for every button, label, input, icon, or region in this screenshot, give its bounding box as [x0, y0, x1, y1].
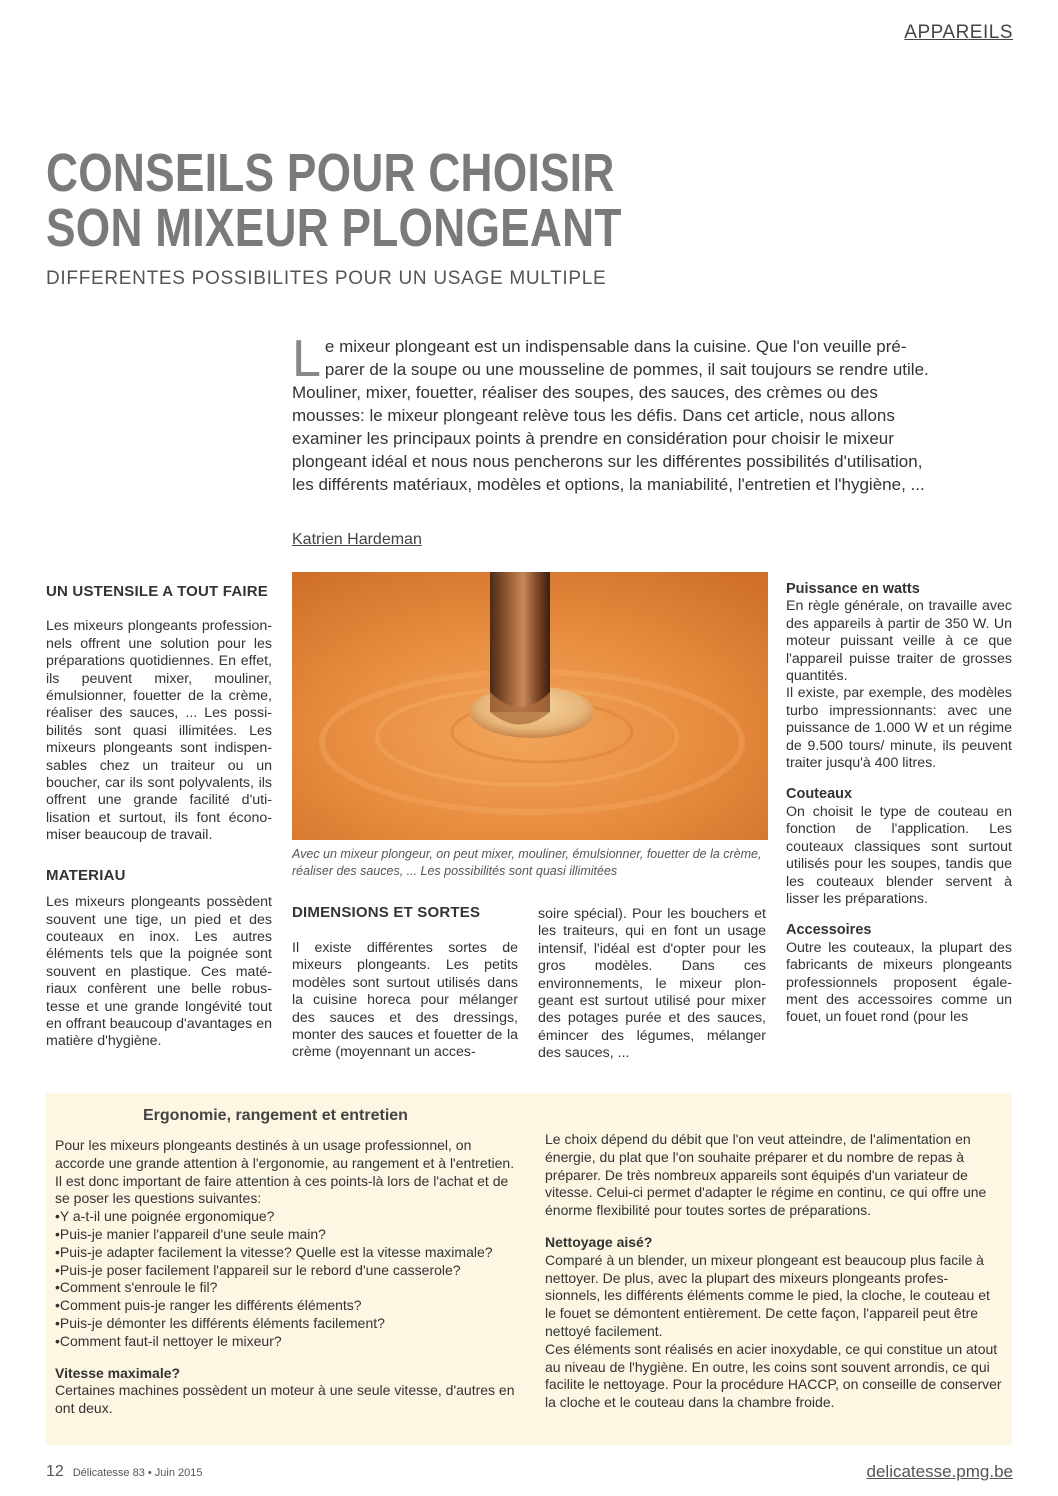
heading-vitesse: Vitesse maximale?	[55, 1364, 181, 1381]
photo-caption: Avec un mixeur plongeur, on peut mixer, mouliner, émulsionner, fouetter de la crème, réaliser des sauces, ... Les possibilités sont quasi illimitées	[292, 847, 762, 878]
intro-paragraph	[292, 330, 932, 496]
text-couteaux: On choisit le type de couteau en fonction de l'application. Les couteaux classiques sont surtout utilisés pour les soupes, tandis que les couteaux blender servent à lisser les préparations.	[786, 803, 1012, 907]
text-nettoyage-2: Ces éléments sont réalisés en acier inoxydable, ce qui constitue un atout au niveau de l'hygiène. En outre, les coins sont souvent arrondis, ce qui facilite le nettoyage. Pour la procédure HACCP, on conseille de conserver la cloche et le couteau dans la chambre froide.	[545, 1340, 1002, 1411]
question-item: •Comment s'enroule le fil?	[55, 1279, 218, 1296]
text-vitesse: Certaines machines possèdent un moteur à une seule vitesse, d'autres en ont deux.	[55, 1382, 515, 1417]
article-subtitle: DIFFERENTES POSSIBILITES POUR UN USAGE MULTIPLE	[46, 268, 607, 289]
footer-left	[46, 1463, 203, 1481]
question-item: •Puis-je manier l'appareil d'une seule main?	[55, 1225, 326, 1242]
question-item: •Comment puis-je ranger les différents éléments?	[55, 1297, 362, 1314]
section-heading-ustensile: UN USTENSILE A TOUT FAIRE	[46, 583, 268, 600]
question-item: •Puis-je démonter les différents éléments facilement?	[55, 1314, 385, 1331]
question-item: •Comment faut-il nettoyer le mixeur?	[55, 1332, 282, 1349]
page-number: 12	[46, 1463, 64, 1480]
mixer-photo	[292, 572, 768, 840]
left-column	[46, 583, 272, 1051]
section-heading-materiau: MATERIAU	[46, 866, 126, 884]
heading-couteaux: Couteaux	[786, 786, 853, 803]
box-intro: Pour les mixeurs plongeants destinés à un usage professionnel, on accorde une grande attention à l'ergonomie, au rangement et à l'entretien. Il est donc important de faire attention à ces points-là lors de l'achat et de se poser les questions suivantes:	[55, 1137, 515, 1207]
author-byline: Katrien Hardeman	[292, 531, 422, 548]
title-line-2: SON MIXEUR PLONGEANT	[46, 198, 622, 258]
text-puissance-1: En règle générale, on travaille avec des appareils à partir de 350 W. Un moteur puissant veille à ce que l'appareil puisse traiter de grosses quantités.	[786, 598, 1012, 685]
right-column	[786, 581, 1012, 1027]
box-right-column	[545, 1131, 1003, 1412]
text-nettoyage-1: Comparé à un blender, un mixeur plongeant est beaucoup plus facile à nettoyer. De plus, avec la plupart des mixeurs plongeants profes-sionnels, les différents éléments comme le pied, la cloche, le couteau et le fouet se démontent entièrement. De cette façon, l'appareil peut être nettoyé facilement.	[545, 1251, 990, 1339]
text-choix: Le choix dépend du débit que l'on veut atteindre, de l'alimentation en énergie, du plat que l'on souhaite préparer et du nombre de repas à préparer. De très nombreux appareils sont équipés d'un variateur de vitesse. Celui-ci permet d'adapter le régime en continu, ce qui offre une énorme flexibilité pour toutes sortes de préparations.	[545, 1131, 987, 1219]
intro-text: e mixeur plongeant est un indispensable dans la cuisine. Que l'on veuille pré-parer de la soupe ou une mousseline de pommes, il sait toujours se rendre utile. Mouliner, mixer, fouetter, réaliser des soupes, des sauces, des crèmes ou des mousses: le mixeur plongeant relève tous les défis. Dans cet article, nous allons examiner les principaux points à prendre en considération pour choisir le mixeur plongeant idéal et nous nous pencherons sur les différentes possibilités d'utilisation, les différents matériaux, modèles et options, la maniabilité, l'entretien et l'hygiène, ...	[292, 337, 929, 494]
drop-cap: L	[292, 330, 321, 388]
section-text-materiau: Les mixeurs plongeants possèdent souvent une tige, un pied et des couteaux en inox. Les autres éléments tels que la poignée sont souvent en plastique. Ces maté-riaux confèrent une belle robus-tesse et une grande longévité tout en offrant beaucoup d'avantages en matière d'hygiène.	[46, 894, 272, 1050]
section-heading-dimensions: DIMENSIONS ET SORTES	[292, 904, 481, 921]
section-text-ustensile: Les mixeurs plongeants profession-nels offrent une solution pour les préparations quotidiennes. En effet, ils peuvent mixer, mouliner, émulsionner, fouetter de la crème, réaliser des sauces, ... Les possi-bilités sont quasi illimitées. Les mixeurs plongeants sont indispen-sables chez un traiteur ou un boucher, car ils sont polyvalents, ils offrent une grande facilité d'uti-lisation et surtout, ils font écono-miser beaucoup de travail.	[46, 618, 272, 844]
mixer-in-soup-image	[292, 572, 768, 840]
website-link[interactable]: delicatesse.pmg.be	[866, 1462, 1013, 1481]
text-puissance-2: Il existe, par exemple, des modèles turbo impressionnants: avec une puissance de 1.000 W et un régime de 9.500 tours/ minute, ils peuvent traiter jusqu'à 400 litres.	[786, 685, 1012, 772]
text-accessoires: Outre les couteaux, la plupart des fabricants de mixeurs plongeants professionnels proposent égale-ment des accessoires comme un fouet, un fouet rond (pour les	[786, 939, 1012, 1026]
box-left-column	[55, 1137, 520, 1418]
question-item: •Puis-je adapter facilement la vitesse? Quelle est la vitesse maximale?	[55, 1243, 493, 1260]
dimensions-text-1: Il existe différentes sortes de mixeurs plongeants. Les petits modèles sont surtout utilisés dans la cuisine horeca pour mélanger des sauces et des dressings, monter des sauces et fouetter de la crème (moyennant un acces-	[292, 940, 518, 1061]
heading-puissance: Puissance en watts	[786, 581, 920, 597]
title-line-1: CONSEILS POUR CHOISIR	[46, 143, 615, 203]
question-item: •Y a-t-il une poignée ergonomique?	[55, 1208, 275, 1225]
issue-info: Délicatesse 83 • Juin 2015	[72, 1467, 203, 1479]
dimensions-text-2: soire spécial). Pour les bouchers et les traiteurs, qui en font un usage intensif, l'idéal est d'opter pour les gros modèles. Dans ces environnements, le mixeur plon-geant est surtout utilisé pour mixer des potages purée et des sauces, émincer des légumes, mélanger des sauces, ...	[538, 906, 766, 1062]
middle-column-1	[292, 940, 518, 1062]
section-tag: APPAREILS	[904, 22, 1013, 43]
box-title: Ergonomie, rangement et entretien	[143, 1107, 408, 1124]
heading-nettoyage: Nettoyage aisé?	[545, 1233, 653, 1250]
middle-column-2	[538, 906, 766, 1063]
article-title	[46, 143, 622, 258]
heading-accessoires: Accessoires	[786, 922, 872, 939]
question-item: •Puis-je poser facilement l'appareil sur le rebord d'une casserole?	[55, 1261, 461, 1278]
